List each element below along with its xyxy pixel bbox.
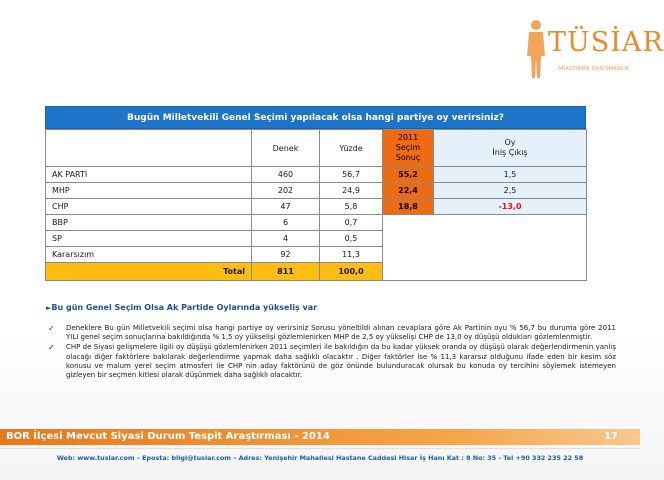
footer-divider [0,448,640,449]
highlight-note [46,303,317,312]
arrow-right-icon: ► [46,304,52,312]
party-name: MHP [46,183,252,199]
secim-value: 55,2 [383,167,434,183]
yuzde-value: 56,7 [320,167,383,183]
party-name: CHP [46,199,252,215]
header-denek: Denek [252,130,320,167]
header-yuzde: Yüzde [320,130,383,167]
table-row [46,183,587,199]
bullet-text: CHP de Siyasi gelişmelere ilgili oy düşüşü gözlemlenirken 2011 seçimleri ile bakıldığın da bu kadar yüksek oranda oy düşüşü olarak değerlendirmenin yanlış olacağı diğer faktörlere bakılarak değerlendirme yapmak daha sağlıklı olacaktır . Diğer faktörler ise % 11,3 kararsız olduğunu ifade eden bir kesim söz konusu ve malum yerel seçim atmosferi ile CHP nin aday faktörünü de göz önünde bulunduracak olursak bu konuda oy tercihini söylemek istemeyen gizleyen bir seçmen kitlesi olarak düşünmek daha sağlıklı olacaktır. [66,343,616,380]
table-header-row [46,130,587,167]
secim-value: 18,8 [383,199,434,215]
denek-value: 4 [252,231,320,247]
yuzde-value: 0,7 [320,215,383,231]
header-oy: Oy İniş Çıkış [434,130,587,167]
empty-cell [383,215,587,281]
report-title: BOR İlçesi Mevcut Siyasi Durum Tespit Araştırması - 2014 [6,431,330,442]
yuzde-value: 24,9 [320,183,383,199]
denek-value: 92 [252,247,320,263]
party-name: SP [46,231,252,247]
party-name: AK PARTİ [46,167,252,183]
oy-value: 1,5 [434,167,587,183]
poll-table [45,129,587,281]
table-row [46,167,587,183]
highlight-text: Bu gün Genel Seçim Olsa Ak Partide Oylarında yükseliş var [51,303,318,312]
yuzde-value: 0,5 [320,231,383,247]
header-party [46,130,252,167]
denek-value: 47 [252,199,320,215]
logo-text: TÜSİAR [548,27,664,58]
oy-value: 2,5 [434,183,587,199]
page-number: 17 [604,431,618,442]
total-label: Total [46,263,252,281]
bottom-title-bar [0,429,640,445]
denek-value: 6 [252,215,320,231]
checkmark-icon: ✓ [48,324,55,333]
checkmark-icon: ✓ [48,343,55,353]
poll-table-container [45,106,586,299]
oy-value: -13,0 [434,199,587,215]
denek-value: 202 [252,183,320,199]
table-row [46,199,587,215]
party-name: Kararsızım [46,247,252,263]
logo-subtitle: ARAŞTIRMA DANIŞMANLIK [558,66,630,72]
secim-value: 22,4 [383,183,434,199]
bullet-text: Deneklere Bu gün Milletvekili seçimi olsa hangi partiye oy verirsiniz Sorusu yöneltildi alınan cevaplara göre Ak Partinin oyu % 56,7 bu duruma göre 2011 YILI genel seçim sonuçlarına bakıldığında % 1,5 oy yükselişi gözlemlenirken MHP de 2,5 oy yükselişi CHP de 13,0 oy düşüşü oldukları gözlemlenmiştir. [66,324,616,342]
bullet-list [48,324,616,381]
table-row [46,215,587,231]
denek-value: 460 [252,167,320,183]
total-denek: 811 [252,263,320,281]
footer-contact: Web: www.tusiar.com – Eposta: bilgi@tusiar.com – Adres: Yenişehir Mahallesi Hastane Caddesi Hisar İş Hanı Kat : 8 No: 35 - Tel +90 332 235 22 58 [56,454,584,462]
table-question: Bugün Milletvekili Genel Seçimi yapılacak olsa hangi partiye oy verirsiniz? [45,106,586,129]
list-item [48,343,616,380]
party-name: BBP [46,215,252,231]
yuzde-value: 5,8 [320,199,383,215]
list-item [48,324,616,342]
total-yuzde: 100,0 [320,263,383,281]
header-secim: 2011 Seçim Sonuç [383,130,434,167]
yuzde-value: 11,3 [320,247,383,263]
